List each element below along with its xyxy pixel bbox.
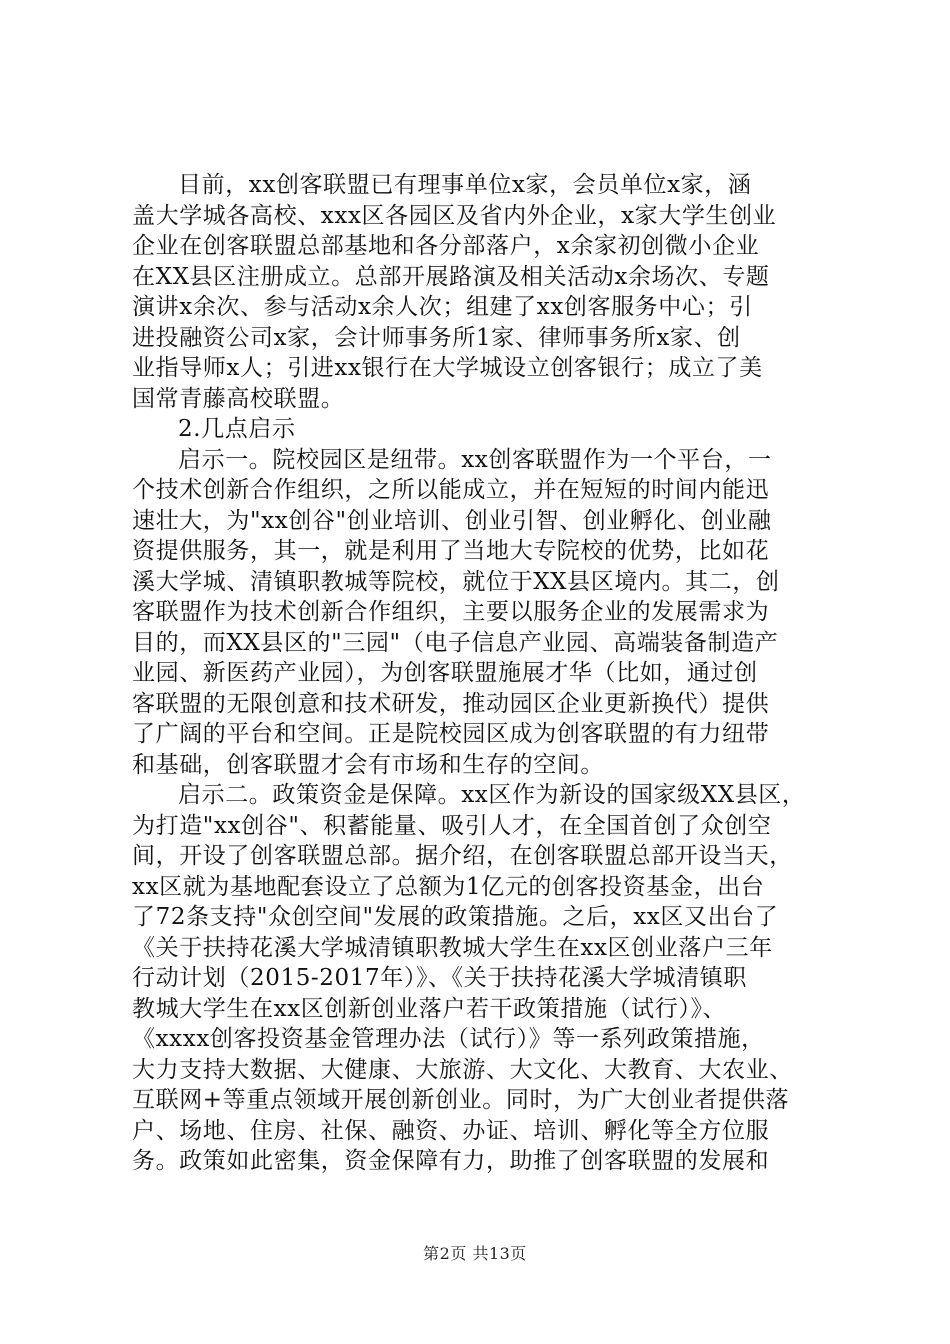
text-line: 速壮大，为"xx创谷"创业培训、创业引智、创业孵化、创业融 — [132, 507, 772, 534]
text-line: xx区就为基地配套设立了总额为1亿元的创客投资基金，出台 — [132, 873, 765, 900]
text-line: 目的，而XX县区的"三园"（电子信息产业园、高端装备制造产 — [132, 629, 779, 656]
text-line: 盖大学城各高校、xxx区各园区及省内外企业，x家大学生创业 — [132, 202, 777, 229]
text-line: 资提供服务，其一，就是利用了当地大专院校的优势，比如花 — [132, 538, 770, 564]
text-line: 业园、新医药产业园），为创客联盟施展才华（比如，通过创 — [132, 660, 758, 686]
text-line: 和基础，创客联盟才会有市场和生存的空间。 — [132, 751, 604, 778]
text-line: 间，开设了创客联盟总部。据介绍，在创客联盟总部开设当天， — [132, 843, 793, 869]
text-line: 2.几点启示 — [178, 416, 296, 442]
text-line: 目前，xx创客联盟已有理事单位x家，会员单位x家，涵 — [178, 172, 752, 198]
text-line: 启示二。政策资金是保障。xx区作为新设的国家级XX县区， — [178, 782, 806, 808]
text-line: 业指导师x人；引进xx银行在大学城设立创客银行；成立了美 — [132, 355, 763, 381]
text-line: 企业在创客联盟总部基地和各分部落户，x余家初创微小企业 — [132, 233, 760, 259]
text-line: 行动计划（2015-2017年）》、《关于扶持花溪大学城清镇职 — [132, 965, 747, 991]
text-line: 个技术创新合作组织，之所以能成立，并在短短的时间内能迅 — [132, 477, 770, 503]
text-line: 客联盟的无限创意和技术研发，推动园区企业更新换代）提供 — [132, 690, 770, 717]
text-line: 客联盟作为技术创新合作组织，主要以服务企业的发展需求为 — [132, 599, 770, 625]
text-line: 进投融资公司x家，会计师事务所1家、律师事务所x家、创 — [132, 324, 741, 351]
text-line: 互联网+等重点领域开展创新创业。同时，为广大创业者提供落 — [132, 1087, 790, 1113]
text-line: 务。政策如此密集，资金保障有力，助推了创客联盟的发展和 — [132, 1148, 770, 1174]
text-line: 了广阔的平台和空间。正是院校园区成为创客联盟的有力纽带 — [132, 721, 770, 747]
text-line: 了72条支持"众创空间"发展的政策措施。之后，xx区又出台了 — [132, 904, 779, 930]
page-number-footer: 第2页 共13页 — [423, 1244, 527, 1263]
text-line: 国常青藤高校联盟。 — [132, 385, 345, 412]
text-line: 溪大学城、清镇职教城等院校，就位于XX县区境内。其二，创 — [132, 568, 780, 595]
text-line: 《关于扶持花溪大学城清镇职教城大学生在xx区创业落户三年 — [132, 934, 773, 961]
document-body — [132, 170, 832, 1177]
text-line: 《xxxx创客投资基金管理办法（试行）》等一系列政策措施， — [132, 1026, 765, 1052]
text-line: 教城大学生在xx区创新创业落户若干政策措施（试行）》、 — [132, 995, 727, 1022]
text-line: 户、场地、住房、社保、融资、办证、培训、孵化等全方位服 — [132, 1117, 770, 1144]
text-line: 在XX县区注册成立。总部开展路演及相关活动x余场次、专题 — [132, 263, 770, 290]
text-line: 演讲x余次、参与活动x余人次；组建了xx创客服务中心；引 — [132, 294, 753, 320]
text-line: 大力支持大数据、大健康、大旅游、大文化、大教育、大农业、 — [132, 1056, 793, 1083]
text-line: 启示一。院校园区是纽带。xx创客联盟作为一个平台，一 — [178, 446, 772, 473]
text-line: 为打造"xx创谷"、积蓄能量、吸引人才，在全国首创了众创空 — [132, 812, 772, 839]
